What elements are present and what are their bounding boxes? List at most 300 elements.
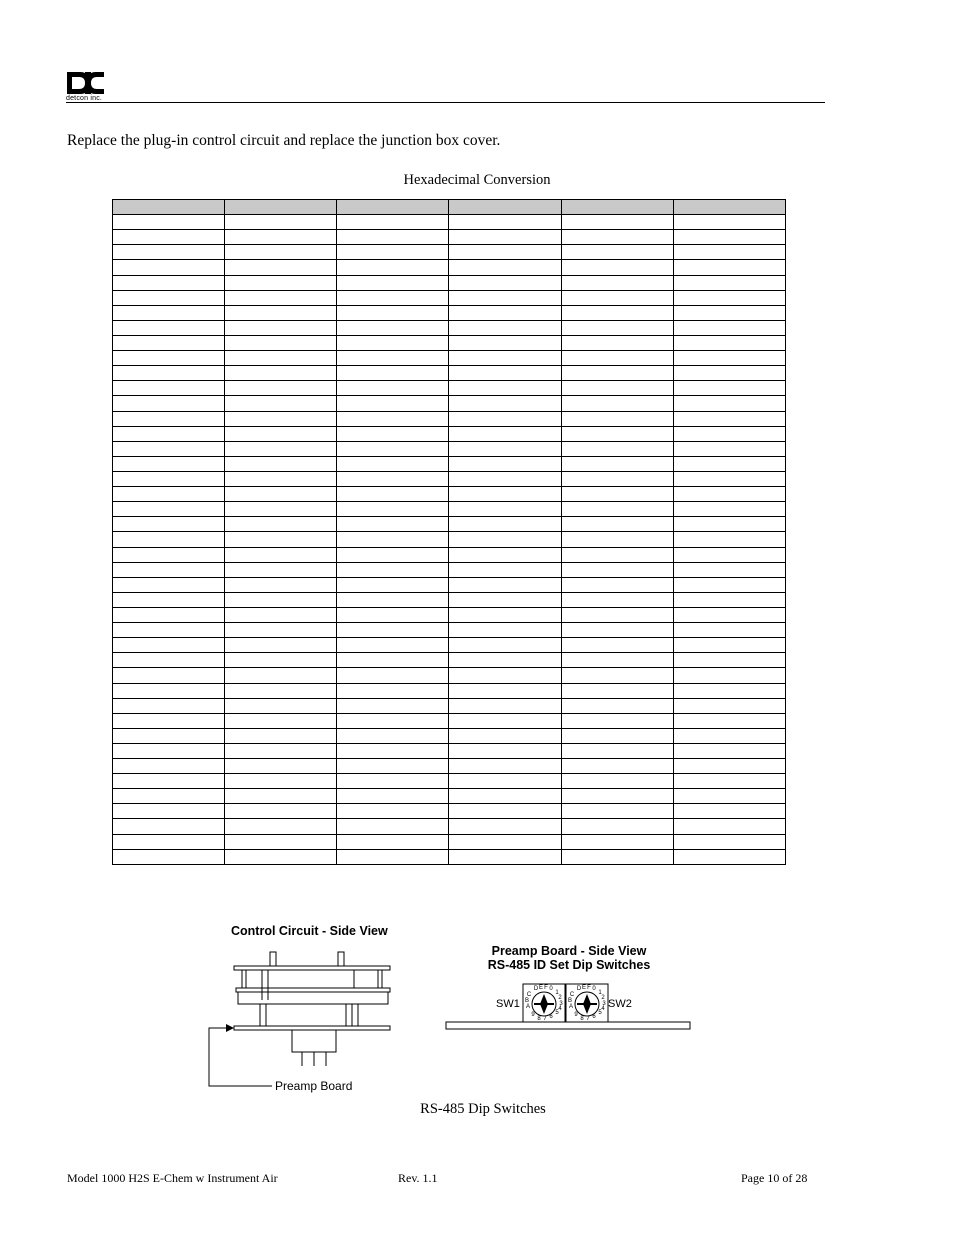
table-cell bbox=[449, 320, 561, 335]
table-cell bbox=[337, 728, 449, 743]
table-cell bbox=[113, 774, 225, 789]
table-cell bbox=[113, 668, 225, 683]
table-cell bbox=[673, 592, 785, 607]
table-cell bbox=[673, 728, 785, 743]
table-cell bbox=[561, 532, 673, 547]
table-cell bbox=[673, 562, 785, 577]
table-cell bbox=[113, 562, 225, 577]
table-row bbox=[113, 441, 786, 456]
table-row bbox=[113, 320, 786, 335]
table-cell bbox=[673, 441, 785, 456]
table-cell bbox=[113, 487, 225, 502]
control-circuit-title: Control Circuit - Side View bbox=[231, 924, 388, 938]
table-cell bbox=[225, 834, 337, 849]
table-row bbox=[113, 471, 786, 486]
table-cell bbox=[673, 834, 785, 849]
table-cell bbox=[225, 305, 337, 320]
table-row bbox=[113, 668, 786, 683]
table-cell bbox=[337, 245, 449, 260]
table-row bbox=[113, 245, 786, 260]
dip-switches-title: RS-485 ID Set Dip Switches bbox=[487, 958, 651, 972]
table-cell bbox=[673, 623, 785, 638]
table-cell bbox=[113, 502, 225, 517]
table-row bbox=[113, 607, 786, 622]
control-circuit-diagram bbox=[200, 940, 400, 1090]
svg-text:3: 3 bbox=[559, 1001, 563, 1007]
table-cell bbox=[225, 683, 337, 698]
table-cell bbox=[113, 366, 225, 381]
table-cell bbox=[561, 728, 673, 743]
table-cell bbox=[449, 351, 561, 366]
table-cell bbox=[337, 230, 449, 245]
table-cell bbox=[225, 577, 337, 592]
svg-text:0: 0 bbox=[592, 986, 596, 992]
table-cell bbox=[449, 230, 561, 245]
table-cell bbox=[449, 743, 561, 758]
table-cell bbox=[673, 275, 785, 290]
table-cell bbox=[561, 320, 673, 335]
table-cell bbox=[673, 698, 785, 713]
table-row bbox=[113, 532, 786, 547]
table-cell bbox=[561, 290, 673, 305]
table-cell bbox=[225, 653, 337, 668]
table-cell bbox=[337, 260, 449, 275]
table-cell bbox=[449, 517, 561, 532]
table-cell bbox=[113, 381, 225, 396]
table-cell bbox=[673, 411, 785, 426]
table-cell bbox=[225, 638, 337, 653]
table-cell bbox=[337, 547, 449, 562]
table-cell bbox=[673, 789, 785, 804]
table-cell bbox=[113, 728, 225, 743]
table-cell bbox=[225, 290, 337, 305]
table-cell bbox=[225, 487, 337, 502]
table-cell bbox=[225, 215, 337, 230]
table-cell bbox=[673, 215, 785, 230]
table-cell bbox=[225, 396, 337, 411]
svg-text:0: 0 bbox=[549, 986, 553, 992]
table-cell bbox=[561, 426, 673, 441]
table-row bbox=[113, 592, 786, 607]
table-cell bbox=[113, 335, 225, 350]
table-cell bbox=[113, 471, 225, 486]
table-cell bbox=[561, 351, 673, 366]
table-cell bbox=[337, 759, 449, 774]
table-row bbox=[113, 623, 786, 638]
table-cell bbox=[225, 260, 337, 275]
table-row bbox=[113, 275, 786, 290]
table-cell bbox=[337, 471, 449, 486]
table-cell bbox=[225, 819, 337, 834]
table-cell bbox=[337, 275, 449, 290]
table-cell bbox=[561, 653, 673, 668]
table-cell bbox=[673, 351, 785, 366]
table-cell bbox=[337, 517, 449, 532]
table-cell bbox=[561, 547, 673, 562]
table-cell bbox=[225, 547, 337, 562]
table-cell bbox=[337, 698, 449, 713]
table-row bbox=[113, 743, 786, 758]
table-cell bbox=[673, 200, 785, 215]
table-cell bbox=[113, 789, 225, 804]
table-cell bbox=[673, 290, 785, 305]
table-cell bbox=[561, 366, 673, 381]
table-cell bbox=[561, 713, 673, 728]
table-cell bbox=[113, 351, 225, 366]
sw1-label: SW1 bbox=[496, 998, 520, 1010]
svg-text:2: 2 bbox=[601, 995, 605, 1001]
table-cell bbox=[561, 819, 673, 834]
table-cell bbox=[449, 502, 561, 517]
table-cell bbox=[449, 471, 561, 486]
svg-text:E: E bbox=[581, 985, 587, 991]
svg-text:5: 5 bbox=[555, 1010, 559, 1016]
footer-page-number: Page 10 of 28 bbox=[741, 1171, 808, 1185]
table-cell bbox=[673, 456, 785, 471]
table-cell bbox=[561, 774, 673, 789]
svg-text:B: B bbox=[567, 998, 573, 1004]
table-cell bbox=[225, 562, 337, 577]
table-cell bbox=[449, 653, 561, 668]
table-cell bbox=[337, 305, 449, 320]
table-row bbox=[113, 728, 786, 743]
table-cell bbox=[225, 381, 337, 396]
table-row bbox=[113, 638, 786, 653]
table-cell bbox=[113, 607, 225, 622]
table-cell bbox=[673, 245, 785, 260]
table-cell bbox=[225, 320, 337, 335]
table-cell bbox=[561, 698, 673, 713]
table-cell bbox=[337, 441, 449, 456]
table-cell bbox=[561, 215, 673, 230]
table-cell bbox=[561, 275, 673, 290]
table-cell bbox=[449, 849, 561, 864]
table-cell bbox=[225, 502, 337, 517]
table-cell bbox=[449, 456, 561, 471]
table-cell bbox=[673, 532, 785, 547]
table-cell bbox=[449, 305, 561, 320]
table-cell bbox=[337, 668, 449, 683]
table-cell bbox=[561, 607, 673, 622]
table-cell bbox=[449, 260, 561, 275]
table-row bbox=[113, 774, 786, 789]
table-cell bbox=[337, 320, 449, 335]
table-row bbox=[113, 411, 786, 426]
table-row bbox=[113, 683, 786, 698]
table-cell bbox=[113, 260, 225, 275]
table-cell bbox=[337, 577, 449, 592]
table-cell bbox=[449, 441, 561, 456]
table-cell bbox=[673, 396, 785, 411]
table-cell bbox=[225, 804, 337, 819]
svg-text:3: 3 bbox=[602, 1001, 606, 1007]
table-cell bbox=[113, 653, 225, 668]
table-cell bbox=[561, 683, 673, 698]
table-cell bbox=[673, 668, 785, 683]
table-cell bbox=[113, 592, 225, 607]
table-row bbox=[113, 713, 786, 728]
svg-text:5: 5 bbox=[598, 1010, 602, 1016]
svg-text:1: 1 bbox=[598, 990, 602, 996]
table-cell bbox=[225, 275, 337, 290]
table-cell bbox=[561, 759, 673, 774]
table-cell bbox=[673, 305, 785, 320]
table-cell bbox=[225, 366, 337, 381]
table-cell bbox=[673, 653, 785, 668]
table-cell bbox=[113, 849, 225, 864]
svg-text:C: C bbox=[569, 992, 575, 998]
table-cell bbox=[449, 290, 561, 305]
table-cell bbox=[673, 366, 785, 381]
svg-text:F: F bbox=[544, 985, 548, 991]
table-cell bbox=[561, 230, 673, 245]
sw1-rotary-icon bbox=[534, 994, 554, 1014]
preamp-board-diagram bbox=[440, 980, 696, 1036]
table-cell bbox=[561, 638, 673, 653]
table-cell bbox=[673, 819, 785, 834]
table-cell bbox=[225, 471, 337, 486]
table-row bbox=[113, 366, 786, 381]
svg-text:A: A bbox=[525, 1004, 531, 1010]
table-cell bbox=[337, 335, 449, 350]
svg-text:9: 9 bbox=[531, 1012, 535, 1018]
table-row bbox=[113, 381, 786, 396]
table-cell bbox=[337, 743, 449, 758]
table-cell bbox=[113, 532, 225, 547]
table-row bbox=[113, 215, 786, 230]
table-cell bbox=[449, 396, 561, 411]
table-cell bbox=[673, 607, 785, 622]
table-row bbox=[113, 305, 786, 320]
svg-text:D: D bbox=[533, 986, 539, 992]
table-cell bbox=[449, 426, 561, 441]
table-cell bbox=[225, 592, 337, 607]
table-cell bbox=[113, 456, 225, 471]
svg-text:D: D bbox=[576, 986, 582, 992]
table-cell bbox=[449, 759, 561, 774]
table-cell bbox=[561, 411, 673, 426]
table-cell bbox=[113, 577, 225, 592]
table-cell bbox=[225, 517, 337, 532]
table-cell bbox=[113, 426, 225, 441]
table-cell bbox=[113, 517, 225, 532]
table-cell bbox=[337, 381, 449, 396]
svg-text:6: 6 bbox=[549, 1014, 553, 1020]
logo-text: detcon inc. bbox=[66, 95, 103, 102]
svg-text:9: 9 bbox=[574, 1012, 578, 1018]
table-row bbox=[113, 290, 786, 305]
table-cell bbox=[225, 230, 337, 245]
table-cell bbox=[225, 607, 337, 622]
svg-text:A: A bbox=[568, 1004, 574, 1010]
table-cell bbox=[113, 230, 225, 245]
table-cell bbox=[225, 245, 337, 260]
figure-caption: RS-485 Dip Switches bbox=[420, 1101, 546, 1117]
table-row bbox=[113, 335, 786, 350]
table-cell bbox=[337, 200, 449, 215]
table-cell bbox=[449, 381, 561, 396]
table-cell bbox=[113, 759, 225, 774]
table-cell bbox=[113, 290, 225, 305]
table-cell bbox=[673, 517, 785, 532]
table-row bbox=[113, 230, 786, 245]
table-row bbox=[113, 260, 786, 275]
table-cell bbox=[113, 320, 225, 335]
table-row bbox=[113, 351, 786, 366]
hex-conversion-table bbox=[112, 199, 786, 865]
table-cell bbox=[449, 683, 561, 698]
table-cell bbox=[113, 275, 225, 290]
table-cell bbox=[561, 381, 673, 396]
table-cell bbox=[337, 351, 449, 366]
table-row bbox=[113, 562, 786, 577]
table-cell bbox=[225, 743, 337, 758]
table-cell bbox=[673, 471, 785, 486]
svg-text:7: 7 bbox=[586, 1016, 590, 1022]
table-cell bbox=[337, 456, 449, 471]
table-cell bbox=[337, 834, 449, 849]
table-row bbox=[113, 426, 786, 441]
table-cell bbox=[673, 547, 785, 562]
table-cell bbox=[449, 532, 561, 547]
table-cell bbox=[673, 260, 785, 275]
svg-text:F: F bbox=[587, 985, 591, 991]
table-cell bbox=[673, 426, 785, 441]
table-row bbox=[113, 698, 786, 713]
table-cell bbox=[225, 532, 337, 547]
table-cell bbox=[449, 668, 561, 683]
table-cell bbox=[337, 366, 449, 381]
table-cell bbox=[225, 713, 337, 728]
table-cell bbox=[449, 623, 561, 638]
table-cell bbox=[561, 804, 673, 819]
table-cell bbox=[449, 562, 561, 577]
table-cell bbox=[561, 743, 673, 758]
table-cell bbox=[449, 819, 561, 834]
table-cell bbox=[225, 426, 337, 441]
footer-revision: Rev. 1.1 bbox=[398, 1171, 438, 1185]
table-cell bbox=[449, 200, 561, 215]
svg-text:4: 4 bbox=[558, 1006, 562, 1012]
table-cell bbox=[673, 335, 785, 350]
table-cell bbox=[561, 335, 673, 350]
table-cell bbox=[225, 759, 337, 774]
table-cell bbox=[673, 381, 785, 396]
table-cell bbox=[561, 502, 673, 517]
table-row bbox=[113, 849, 786, 864]
table-cell bbox=[337, 411, 449, 426]
footer-model: Model 1000 H2S E-Chem w Instrument Air bbox=[67, 1171, 278, 1185]
table-cell bbox=[225, 698, 337, 713]
table-cell bbox=[113, 411, 225, 426]
table-cell bbox=[113, 819, 225, 834]
table-cell bbox=[225, 789, 337, 804]
table-cell bbox=[561, 668, 673, 683]
table-cell bbox=[113, 200, 225, 215]
table-cell bbox=[113, 396, 225, 411]
table-cell bbox=[561, 789, 673, 804]
table-cell bbox=[561, 517, 673, 532]
table-cell bbox=[673, 230, 785, 245]
table-cell bbox=[337, 653, 449, 668]
table-cell bbox=[449, 638, 561, 653]
table-cell bbox=[561, 834, 673, 849]
table-cell bbox=[561, 487, 673, 502]
table-caption: Hexadecimal Conversion bbox=[403, 172, 551, 188]
table-header-row bbox=[113, 200, 786, 215]
table-cell bbox=[449, 366, 561, 381]
table-cell bbox=[113, 245, 225, 260]
intro-paragraph: Replace the plug-in control circuit and replace the junction box cover. bbox=[67, 132, 501, 149]
table-row bbox=[113, 834, 786, 849]
table-cell bbox=[225, 200, 337, 215]
table-cell bbox=[113, 834, 225, 849]
table-cell bbox=[337, 638, 449, 653]
table-cell bbox=[337, 562, 449, 577]
table-cell bbox=[673, 743, 785, 758]
table-cell bbox=[673, 849, 785, 864]
table-cell bbox=[337, 502, 449, 517]
table-row bbox=[113, 502, 786, 517]
table-cell bbox=[449, 713, 561, 728]
table-cell bbox=[337, 819, 449, 834]
table-cell bbox=[561, 396, 673, 411]
table-cell bbox=[337, 592, 449, 607]
table-cell bbox=[113, 215, 225, 230]
table-row bbox=[113, 577, 786, 592]
table-row bbox=[113, 759, 786, 774]
table-row bbox=[113, 789, 786, 804]
table-cell bbox=[337, 683, 449, 698]
table-cell bbox=[673, 759, 785, 774]
table-cell bbox=[449, 834, 561, 849]
svg-text:4: 4 bbox=[601, 1006, 605, 1012]
table-cell bbox=[225, 849, 337, 864]
table-cell bbox=[337, 487, 449, 502]
table-cell bbox=[113, 804, 225, 819]
table-cell bbox=[225, 411, 337, 426]
table-cell bbox=[449, 547, 561, 562]
table-cell bbox=[449, 698, 561, 713]
preamp-board-title: Preamp Board - Side View bbox=[491, 944, 647, 958]
svg-text:B: B bbox=[524, 998, 530, 1004]
svg-text:2: 2 bbox=[558, 995, 562, 1001]
table-cell bbox=[673, 320, 785, 335]
svg-text:6: 6 bbox=[592, 1014, 596, 1020]
table-cell bbox=[449, 789, 561, 804]
table-row bbox=[113, 653, 786, 668]
table-row bbox=[113, 804, 786, 819]
table-cell bbox=[673, 804, 785, 819]
table-cell bbox=[561, 200, 673, 215]
table-cell bbox=[561, 441, 673, 456]
table-cell bbox=[673, 577, 785, 592]
svg-text:7: 7 bbox=[543, 1016, 547, 1022]
table-cell bbox=[673, 774, 785, 789]
table-cell bbox=[337, 396, 449, 411]
svg-text:E: E bbox=[538, 985, 544, 991]
table-cell bbox=[673, 502, 785, 517]
table-cell bbox=[561, 592, 673, 607]
svg-text:C: C bbox=[526, 992, 532, 998]
table-cell bbox=[113, 305, 225, 320]
table-cell bbox=[113, 547, 225, 562]
table-cell bbox=[337, 290, 449, 305]
table-cell bbox=[449, 592, 561, 607]
table-cell bbox=[449, 275, 561, 290]
table-row bbox=[113, 396, 786, 411]
table-cell bbox=[673, 713, 785, 728]
